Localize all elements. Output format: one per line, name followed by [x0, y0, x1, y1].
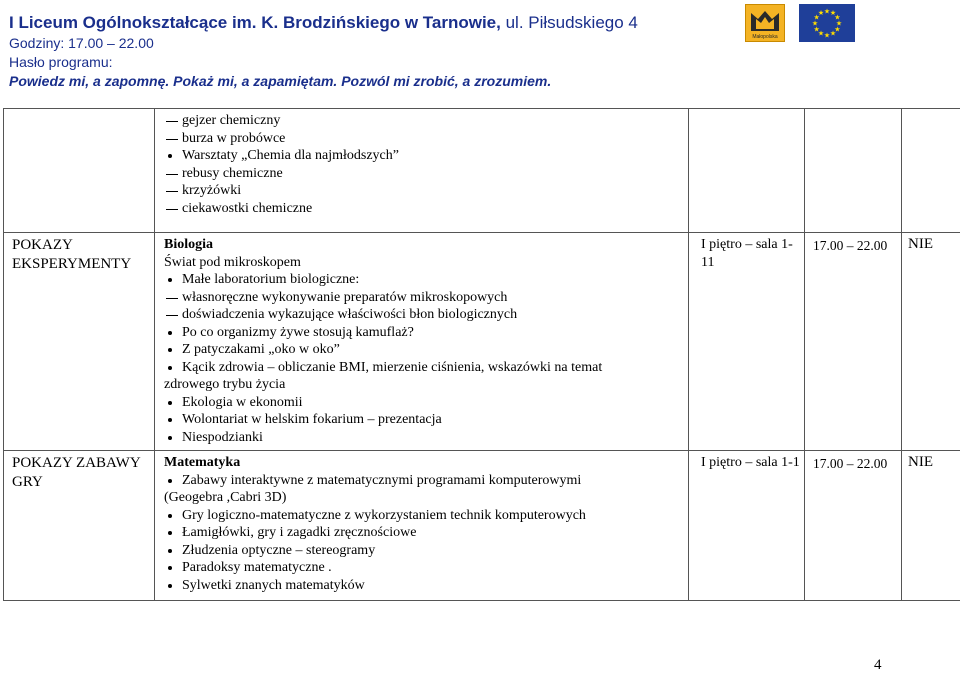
- description-cell: [155, 451, 689, 601]
- list-item: Paradoksy matematyczne .: [164, 559, 684, 577]
- time-cell: 17.00 – 22.00: [805, 233, 902, 451]
- list-item: (Geogebra ,Cabri 3D): [164, 489, 684, 507]
- time-cell: 17.00 – 22.00: [805, 451, 902, 601]
- eu-star-icon: ★: [834, 25, 840, 33]
- school-address: ul. Piłsudskiego 4: [501, 13, 638, 32]
- list-item: Kącik zdrowia – obliczanie BMI, mierzenie ciśnienia, wskazówki na temat: [164, 359, 684, 377]
- list-item: Po co organizmy żywe stosują kamuflaż?: [164, 324, 684, 342]
- description-cell: [155, 233, 689, 451]
- category-cell: POKAZY EKSPERYMENTY: [4, 233, 155, 451]
- slogan-motto: Powiedz mi, a zapomnę. Pokaż mi, a zapamiętam. Pozwól mi zrobić, a zrozumiem.: [9, 72, 729, 90]
- eu-star-icon: ★: [818, 30, 824, 38]
- fee-cell: [902, 109, 960, 233]
- program-table: [3, 108, 960, 601]
- eu-star-icon: ★: [812, 19, 818, 27]
- time-cell: [805, 109, 902, 233]
- description-cell: [155, 109, 689, 233]
- list-item: własnoręczne wykonywanie preparatów mikroskopowych: [164, 289, 684, 307]
- table-row: [4, 109, 960, 233]
- eu-star-icon: ★: [813, 25, 819, 33]
- list-item: zdrowego trybu życia: [164, 376, 684, 394]
- list-item: Sylwetki znanych matematyków: [164, 577, 684, 595]
- slogan-label: Hasło programu:: [9, 53, 729, 72]
- table-row: [4, 233, 960, 451]
- hours-line: Godziny: 17.00 – 22.00: [9, 34, 729, 53]
- activity-list: [164, 254, 684, 447]
- fee-cell: NIE: [902, 451, 960, 601]
- eu-star-icon: ★: [836, 19, 842, 27]
- eu-star-icon: ★: [824, 7, 830, 15]
- list-item: krzyżówki: [164, 182, 684, 200]
- list-item: Warsztaty „Chemia dla najmłodszych”: [164, 147, 684, 165]
- subject-title: Matematyka: [164, 454, 684, 472]
- room-cell: [689, 109, 805, 233]
- category-cell: POKAZY ZABAWY GRY: [4, 451, 155, 601]
- list-item: Zabawy interaktywne z matematycznymi programami komputerowymi: [164, 472, 684, 490]
- school-name: I Liceum Ogólnokształcące im. K. Brodzińskiego w Tarnowie,: [9, 13, 501, 32]
- list-item: rebusy chemiczne: [164, 165, 684, 183]
- activity-list: [164, 472, 684, 595]
- category-cell: [4, 109, 155, 233]
- list-item: Łamigłówki, gry i zagadki zręcznościowe: [164, 524, 684, 542]
- list-item: Małe laboratorium biologiczne:: [164, 271, 684, 289]
- list-item: Wolontariat w helskim fokarium – prezentacja: [164, 411, 684, 429]
- list-item: doświadczenia wykazujące właściwości błon biologicznych: [164, 306, 684, 324]
- eu-stars-icon: [799, 4, 855, 42]
- malopolska-emblem-icon: [746, 5, 784, 41]
- eu-star-icon: ★: [830, 9, 836, 17]
- page-number: 4: [874, 657, 882, 674]
- list-item: gejzer chemiczny: [164, 112, 684, 130]
- school-title: [9, 12, 729, 34]
- list-item: Świat pod mikroskopem: [164, 254, 684, 272]
- table-row: [4, 451, 960, 601]
- list-item: Złudzenia optyczne – stereogramy: [164, 542, 684, 560]
- malopolska-logo: [745, 4, 785, 42]
- room-cell: I piętro – sala 1-1: [689, 451, 805, 601]
- list-item: ciekawostki chemiczne: [164, 200, 684, 218]
- fee-cell: NIE: [902, 233, 960, 451]
- eu-star-icon: ★: [834, 13, 840, 21]
- eu-flag-logo: [799, 4, 855, 42]
- list-item: burza w probówce: [164, 130, 684, 148]
- list-item: Z patyczakami „oko w oko”: [164, 341, 684, 359]
- eu-star-icon: ★: [818, 9, 824, 17]
- eu-star-icon: ★: [813, 13, 819, 21]
- list-item: Ekologia w ekonomii: [164, 394, 684, 412]
- subject-title: Biologia: [164, 236, 684, 254]
- activity-list: [164, 112, 684, 217]
- malopolska-logo-text: Małopolska: [752, 34, 778, 40]
- list-item: Gry logiczno-matematyczne z wykorzystaniem technik komputerowych: [164, 507, 684, 525]
- eu-star-icon: ★: [830, 30, 836, 38]
- list-item: Niespodzianki: [164, 429, 684, 447]
- room-cell: I piętro – sala 1-11: [689, 233, 805, 451]
- document-header: [9, 12, 729, 90]
- eu-star-icon: ★: [824, 31, 830, 39]
